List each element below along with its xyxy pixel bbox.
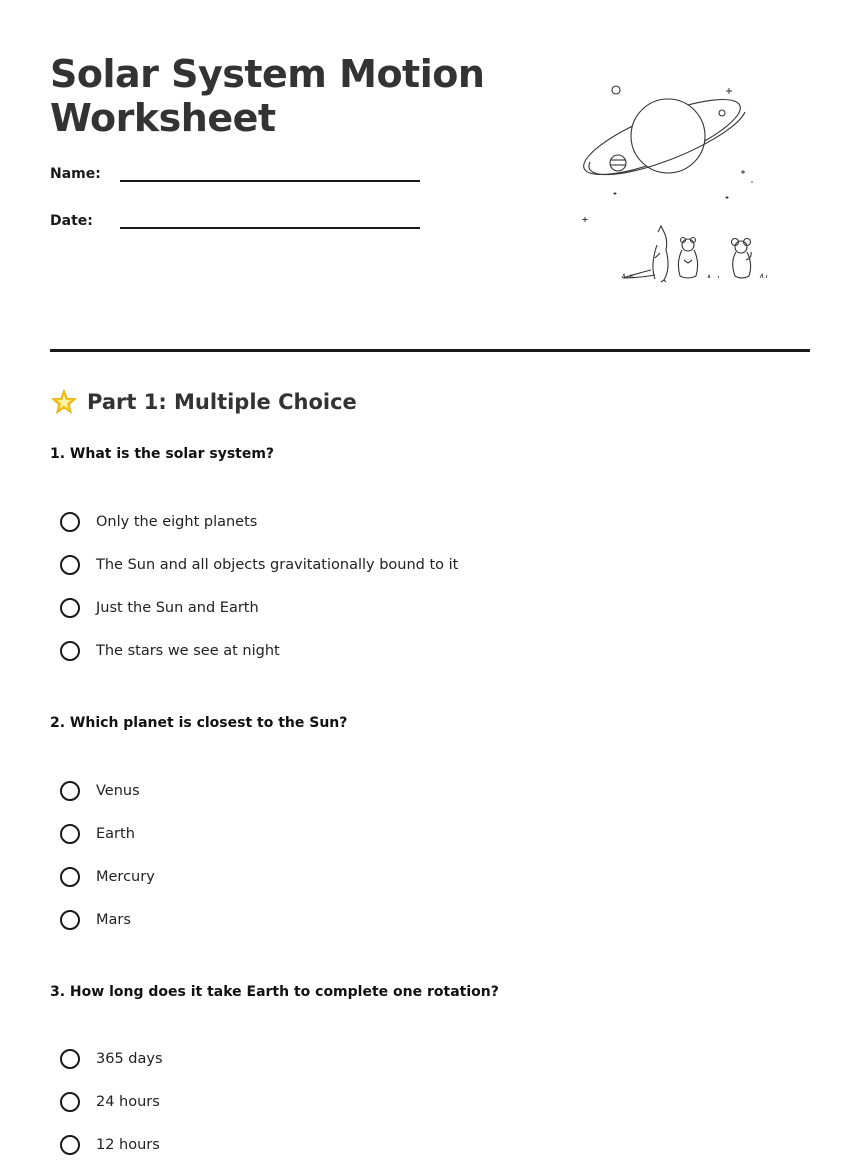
date-field[interactable] — [120, 227, 420, 229]
kangaroo-icon — [623, 226, 668, 282]
name-field[interactable] — [120, 180, 420, 182]
section-heading — [50, 388, 357, 416]
meerkat-icon — [678, 238, 697, 279]
radio-button[interactable] — [60, 1092, 80, 1112]
glowing-star-icon — [50, 388, 78, 416]
q1-option-4[interactable] — [60, 638, 280, 664]
koala-icon — [732, 239, 752, 279]
name-label: Name: — [50, 166, 101, 182]
radio-button[interactable] — [60, 1135, 80, 1155]
option-label: 365 days — [96, 1051, 163, 1067]
q1-option-2[interactable] — [60, 552, 458, 578]
q2-option-4[interactable] — [60, 907, 131, 933]
q1-option-1[interactable] — [60, 509, 257, 535]
section-heading-text: Part 1: Multiple Choice — [87, 390, 357, 414]
q3-option-1[interactable] — [60, 1046, 163, 1072]
radio-button[interactable] — [60, 641, 80, 661]
q3-option-3[interactable] — [60, 1132, 160, 1158]
option-label: Mars — [96, 912, 131, 928]
option-label: 12 hours — [96, 1137, 160, 1153]
radio-button[interactable] — [60, 555, 80, 575]
q2-option-3[interactable] — [60, 864, 155, 890]
option-label: Venus — [96, 783, 140, 799]
radio-button[interactable] — [60, 1049, 80, 1069]
option-label: Only the eight planets — [96, 514, 258, 530]
option-label: 24 hours — [96, 1094, 160, 1110]
option-label: Mercury — [96, 869, 155, 885]
header-divider — [50, 349, 810, 352]
q3-option-2[interactable] — [60, 1089, 160, 1115]
question-1: 1. What is the solar system? — [50, 446, 275, 462]
moon-icon — [612, 86, 620, 94]
q2-option-2[interactable] — [60, 821, 135, 847]
option-label: The Sun and all objects gravitationally bound to it — [96, 557, 459, 573]
option-label: Just the Sun and Earth — [96, 600, 259, 616]
question-3: 3. How long does it take Earth to complete one rotation? — [50, 984, 499, 1000]
ringed-planet-icon — [576, 85, 748, 189]
q2-option-1[interactable] — [60, 778, 140, 804]
option-label: Earth — [96, 826, 135, 842]
title-line-2: Worksheet — [50, 96, 276, 140]
option-label: The stars we see at night — [96, 643, 280, 659]
radio-button[interactable] — [60, 867, 80, 887]
q1-option-3[interactable] — [60, 595, 259, 621]
date-label: Date: — [50, 213, 93, 229]
radio-button[interactable] — [60, 824, 80, 844]
question-2: 2. Which planet is closest to the Sun? — [50, 715, 348, 731]
radio-button[interactable] — [60, 910, 80, 930]
space-illustration — [560, 40, 810, 290]
radio-button[interactable] — [60, 781, 80, 801]
title-line-1: Solar System Motion — [50, 52, 485, 96]
radio-button[interactable] — [60, 512, 80, 532]
radio-button[interactable] — [60, 598, 80, 618]
worksheet-title — [50, 52, 484, 140]
